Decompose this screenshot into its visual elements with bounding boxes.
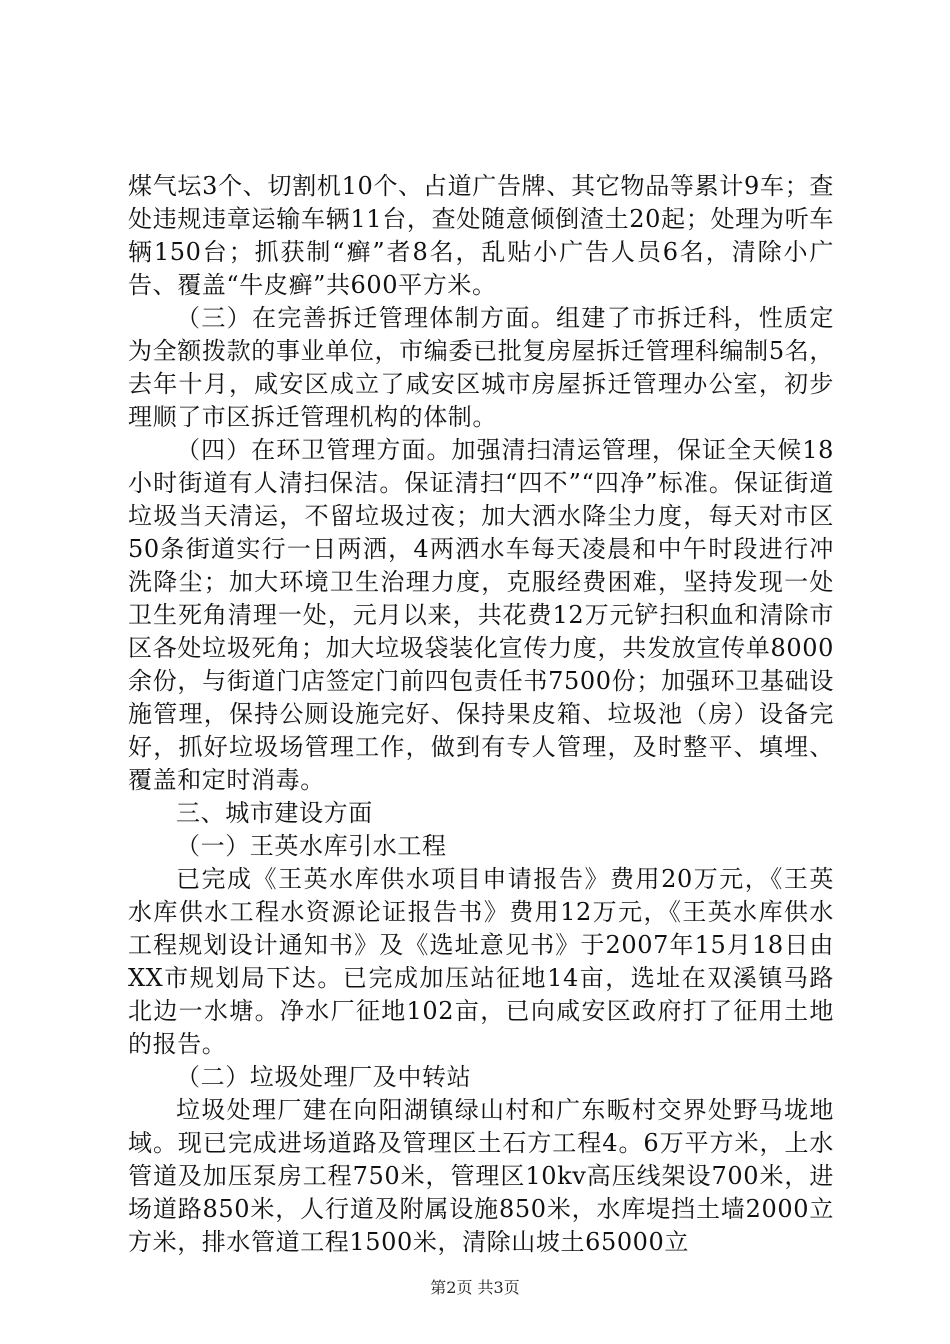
paragraph-cleanup-stats: 煤气坛3个、切割机10个、占道广告牌、其它物品等累计9车；查处违规违章运输车辆11台，查处随意倾倒渣土20起；处理为听车辆150台；抓获制“癣”者8名，乱贴小广告人员6名，清除小广告、覆盖“牛皮癣”共600平方米。 xyxy=(128,172,834,299)
page-number-footer: 第2页 共3页 xyxy=(430,1278,520,1297)
paragraph-sanitation-management: （四）在环卫管理方面。加强清扫清运管理，保证全天候18小时街道有人清扫保洁。保证清扫“四不”“四净”标准。保证街道垃圾当天清运，不留垃圾过夜；加大洒水降尘力度，每天对市区50条街道实行一日两洒，4两洒水车每天凌晨和中午时段进行冲洗降尘；加大环境卫生治理力度，克服经费困难，坚持发现一处卫生死角清理一处，元月以来，共花费12万元铲扫积血和清除市区各处垃圾死角；加大垃圾袋装化宣传力度，共发放宣传单8000余份，与街道门店签定门前四包责任书7500份；加强环卫基础设施管理，保持公厕设施完好、保持果皮箱、垃圾池（房）设备完好，抓好垃圾场管理工作，做到有专人管理，及时整平、填埋、覆盖和定时消毒。 xyxy=(128,436,834,794)
document-body xyxy=(128,170,834,1259)
paragraph-demolition-management: （三）在完善拆迁管理体制方面。组建了市拆迁科，性质定为全额拨款的事业单位，市编委已批复房屋拆迁管理科编制5名，去年十月，咸安区成立了咸安区城市房屋拆迁管理办公室，初步理顺了市区拆迁管理机构的体制。 xyxy=(128,304,834,431)
subheading-waste-plant: （二）垃圾处理厂及中转站 xyxy=(176,1063,472,1091)
subheading-water-diversion: （一）王英水库引水工程 xyxy=(176,832,447,860)
paragraph-waste-plant: 垃圾处理厂建在向阳湖镇绿山村和广东畈村交界处野马垅地域。现已完成进场道路及管理区土石方工程4。6万平方米，上水管道及加压泵房工程750米，管理区10kv高压线架设700米，进场道路850米，人行道及附属设施850米，水库堤挡土墙2000立方米，排水管道工程1500米，清除山坡土65000立 xyxy=(128,1096,834,1256)
section-heading-urban-construction: 三、城市建设方面 xyxy=(176,799,373,827)
paragraph-water-diversion: 已完成《王英水库供水项目申请报告》费用20万元，《王英水库供水工程水资源论证报告书》费用12万元，《王英水库供水工程规划设计通知书》及《选址意见书》于2007年15月18日由XX市规划局下达。已完成加压站征地14亩，选址在双溪镇马路北边一水塘。净水厂征地102亩，已向咸安区政府打了征用土地的报告。 xyxy=(128,865,834,1058)
